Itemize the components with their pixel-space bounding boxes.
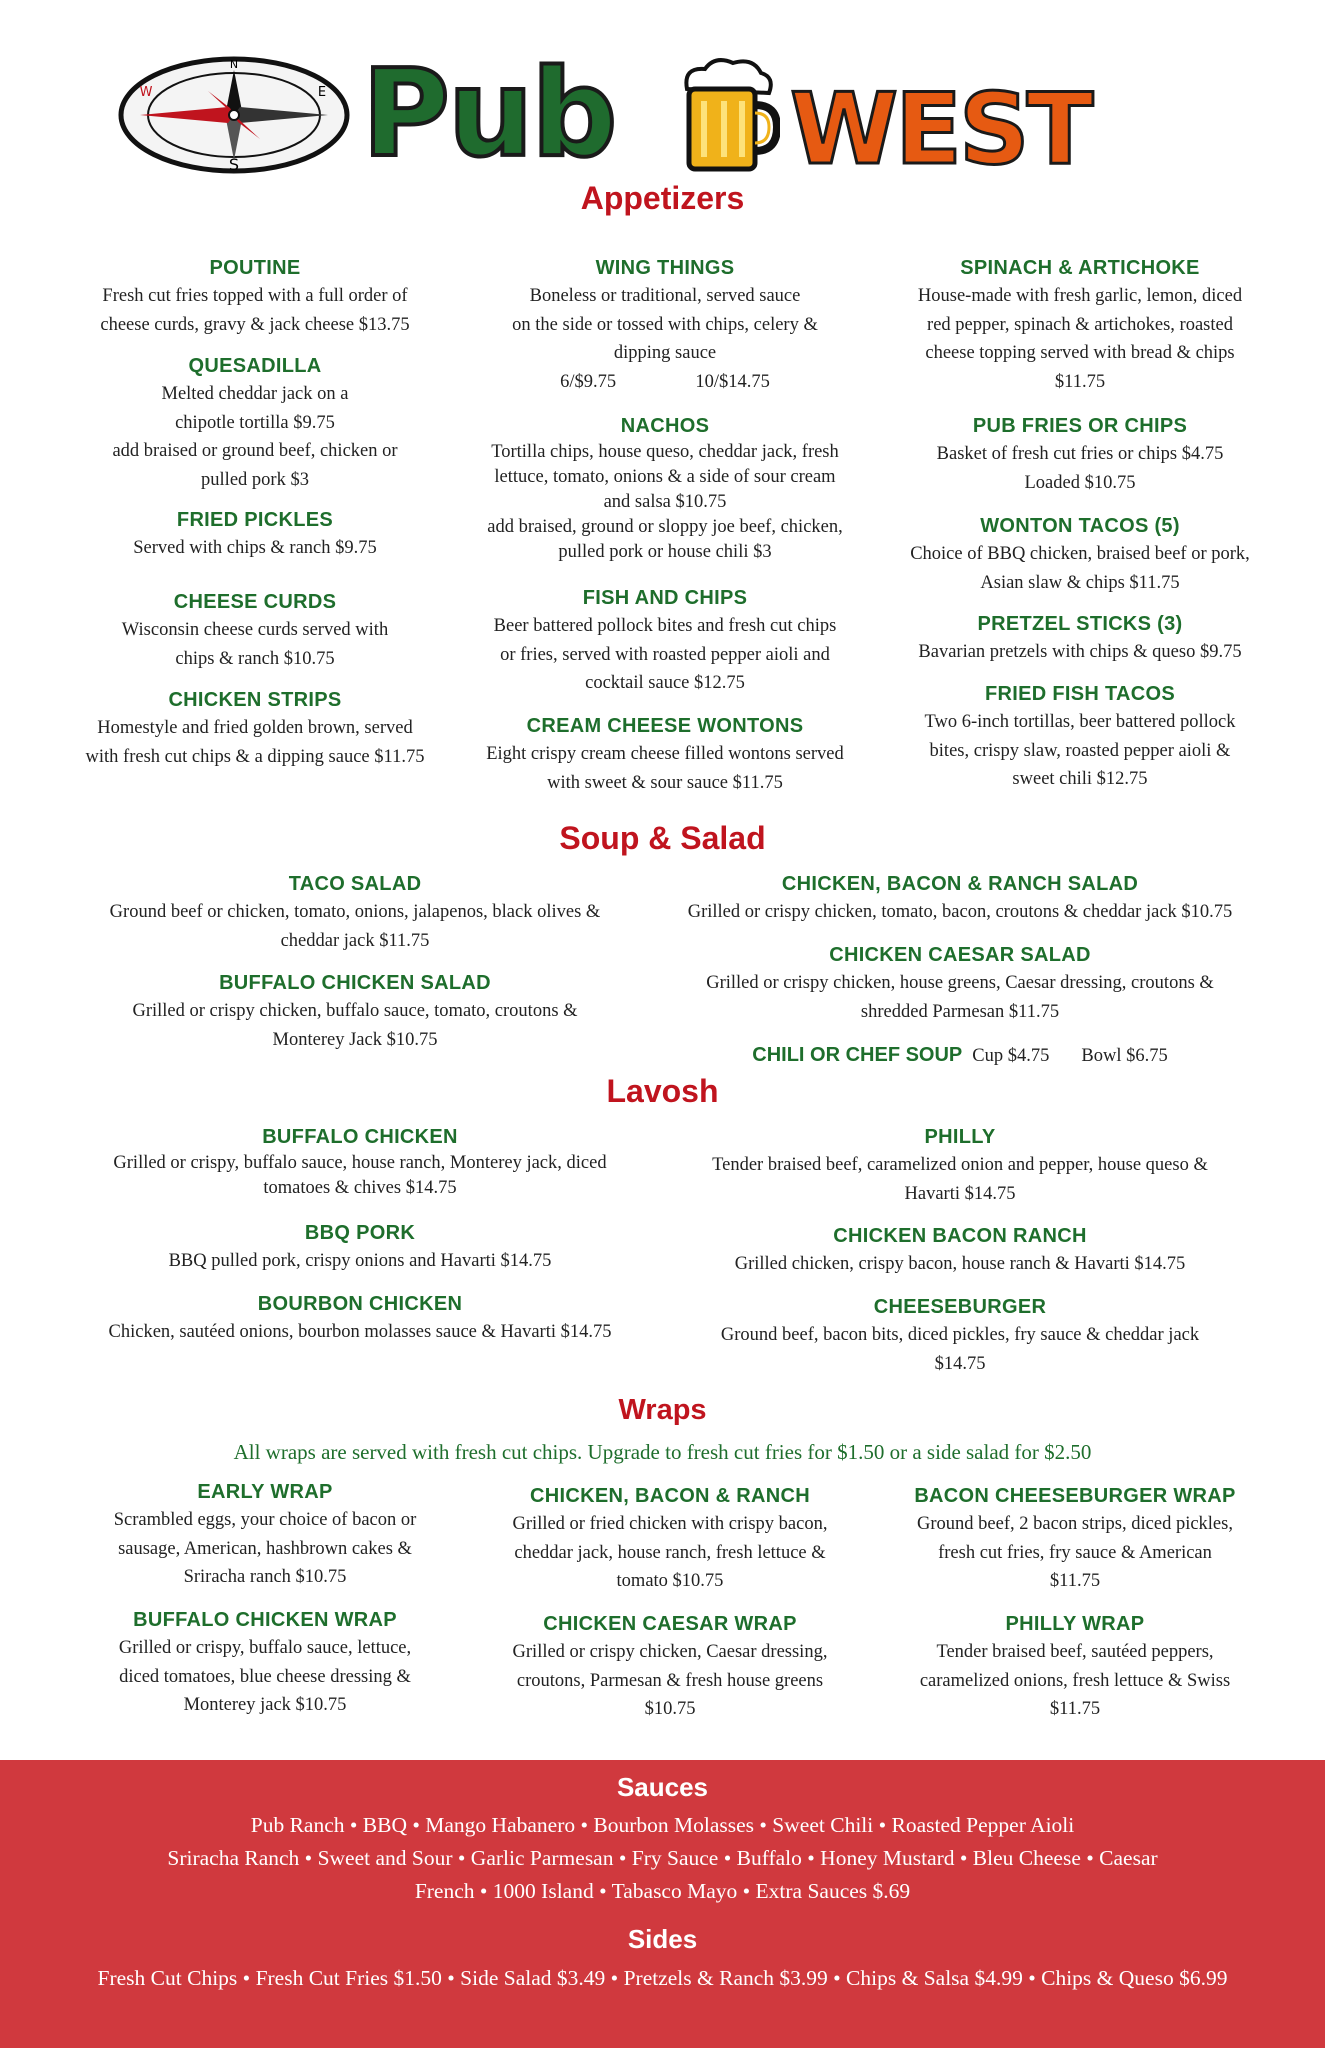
item-name: BUFFALO CHICKEN SALAD — [219, 972, 491, 994]
item-desc — [45, 714, 465, 771]
desc-line: pulled pork $3 — [201, 469, 309, 490]
menu-item — [60, 1290, 660, 1347]
sides-line: Fresh Cut Chips • Fresh Cut Fries $1.50 • Side Salad $3.49 • Pretzels & Ranch $3.99 • Chips & Salsa $4.99 • Chips & Queso $6.99 — [97, 1966, 1228, 1990]
menu-item — [60, 1219, 660, 1276]
desc-line: Two 6-inch tortillas, beer battered pollock — [924, 712, 1236, 732]
desc-line: Chicken, sautéed onions, bourbon molasses sauce & Havarti $14.75 — [108, 1322, 612, 1342]
item-name: WING THINGS — [595, 257, 735, 279]
item-name: BUFFALO CHICKEN WRAP — [133, 1609, 397, 1631]
menu-item — [450, 412, 880, 565]
item-name: EARLY WRAP — [197, 1481, 333, 1503]
item-name: PHILLY WRAP — [1005, 1613, 1145, 1635]
desc-line: tomatoes & chives $14.75 — [263, 1178, 457, 1198]
desc-line: Grilled or fried chicken with crispy bacon, — [512, 1514, 828, 1534]
desc-line: Eight crispy cream cheese filled wontons served — [486, 744, 844, 764]
item-name: POUTINE — [209, 257, 301, 279]
item-name: CHICKEN, BACON & RANCH — [530, 1485, 810, 1507]
item-desc — [870, 1638, 1280, 1724]
wraps-title: Wraps — [618, 1394, 707, 1426]
desc-line: tomato $10.75 — [616, 1571, 724, 1591]
desc-line: add braised, ground or sloppy joe beef, chicken, — [487, 517, 843, 537]
desc-line: $10.75 — [644, 1699, 696, 1719]
desc-line: diced tomatoes, blue cheese dressing & — [119, 1666, 411, 1687]
desc-line: Served with chips & ranch $9.75 — [133, 538, 377, 558]
desc-line: Beer battered pollock bites and fresh cut chips — [493, 616, 837, 636]
item-desc — [455, 740, 875, 797]
item-desc — [70, 997, 640, 1054]
menu-item — [45, 686, 465, 771]
soup-salad-title: Soup & Salad — [559, 820, 766, 856]
desc-line: Havarti $14.75 — [904, 1183, 1016, 1204]
sauces-line: Pub Ranch • BBQ • Mango Habanero • Bourbon Molasses • Sweet Chili • Roasted Pepper Aioli — [250, 1813, 1075, 1837]
item-name: CHICKEN BACON RANCH — [833, 1225, 1087, 1247]
item-desc — [650, 898, 1270, 927]
price-6: 6/$9.75 — [560, 371, 617, 392]
item-name: CHEESEBURGER — [873, 1296, 1047, 1318]
item-desc — [60, 1247, 660, 1276]
desc-line: bites, crispy slaw, roasted pepper aioli & — [929, 740, 1231, 761]
menu-item — [70, 870, 640, 955]
item-name: PHILLY — [924, 1126, 996, 1148]
soup-bowl-price: Bowl $6.75 — [1081, 1046, 1168, 1066]
desc-line: caramelized onions, fresh lettuce & Swiss — [919, 1670, 1231, 1691]
item-name: BBQ PORK — [304, 1222, 416, 1244]
item-name: BOURBON CHICKEN — [257, 1293, 463, 1315]
item-name: NACHOS — [620, 415, 710, 437]
desc-line: red pepper, spinach & artichokes, roasted — [927, 314, 1233, 335]
desc-line: Ground beef, bacon bits, diced pickles, fry sauce & cheddar jack — [720, 1325, 1200, 1345]
item-desc — [60, 1506, 470, 1592]
desc-line: on the side or tossed with chips, celery & — [512, 314, 818, 335]
desc-line: Wisconsin cheese curds served with — [121, 620, 389, 640]
item-desc — [55, 282, 455, 339]
desc-line: add braised or ground beef, chicken or — [112, 441, 398, 461]
item-name: BUFFALO CHICKEN — [262, 1126, 458, 1148]
item-name: CHICKEN CAESAR WRAP — [543, 1613, 797, 1635]
desc-line: Boneless or traditional, served sauce — [529, 286, 801, 306]
item-desc — [660, 1151, 1260, 1208]
compass-s: S — [228, 155, 240, 174]
desc-line: Grilled or crispy, buffalo sauce, house ranch, Monterey jack, diced — [113, 1153, 607, 1173]
item-name: CHICKEN, BACON & RANCH SALAD — [781, 873, 1139, 895]
desc-line: BBQ pulled pork, crispy onions and Havarti $14.75 — [168, 1251, 552, 1271]
desc-line: Grilled chicken, crispy bacon, house ranch & Havarti $14.75 — [734, 1254, 1186, 1274]
compass-w: W — [139, 85, 153, 100]
desc-line: Asian slaw & chips $11.75 — [980, 572, 1180, 593]
item-desc — [60, 1318, 660, 1347]
menu-item — [870, 1610, 1280, 1724]
desc-line: dipping sauce — [613, 343, 717, 363]
item-desc — [55, 616, 455, 673]
desc-line: fresh cut fries, fry sauce & American — [938, 1542, 1212, 1563]
item-desc — [465, 1510, 875, 1596]
desc-line: $14.75 — [934, 1353, 986, 1374]
desc-line: Sriracha ranch $10.75 — [183, 1567, 347, 1587]
item-name: CHICKEN STRIPS — [168, 689, 342, 711]
menu-item — [55, 352, 455, 494]
item-name: FRIED PICKLES — [176, 509, 334, 531]
desc-line: croutons, Parmesan & fresh house greens — [516, 1670, 824, 1691]
wraps-note: All wraps are served with fresh cut chips. Upgrade to fresh cut fries for $1.50 or a side salad for $2.50 — [233, 1440, 1092, 1464]
item-desc — [55, 534, 455, 563]
desc-line: Tender braised beef, sautéed peppers, — [936, 1642, 1214, 1662]
desc-line: Monterey Jack $10.75 — [272, 1029, 438, 1050]
item-desc — [875, 708, 1285, 794]
item-desc — [660, 1250, 1260, 1279]
price-options — [460, 368, 870, 397]
item-name: CHICKEN CAESAR SALAD — [829, 944, 1091, 966]
menu-item — [870, 1482, 1280, 1596]
sides-title: Sides — [627, 1924, 698, 1954]
sauces-title: Sauces — [616, 1772, 709, 1802]
item-desc — [465, 1638, 875, 1724]
menu-item — [875, 610, 1285, 667]
desc-line: Basket of fresh cut fries or chips $4.75 — [936, 444, 1224, 464]
item-name: PRETZEL STICKS (3) — [977, 613, 1183, 635]
brand-west: WEST — [790, 73, 1091, 187]
item-name: FRIED FISH TACOS — [985, 683, 1175, 705]
price-10: 10/$14.75 — [695, 371, 770, 392]
desc-line: Choice of BBQ chicken, braised beef or pork, — [910, 544, 1250, 564]
menu-item — [60, 1606, 470, 1720]
item-name: CHILI OR CHEF SOUP — [752, 1044, 963, 1066]
desc-line: shredded Parmesan $11.75 — [860, 1001, 1060, 1022]
desc-line: cheese topping served with bread & chips — [925, 343, 1235, 363]
desc-line: House-made with fresh garlic, lemon, diced — [917, 286, 1243, 306]
desc-line: $11.75 — [1049, 1571, 1101, 1591]
sauces-line: Sriracha Ranch • Sweet and Sour • Garlic Parmesan • Fry Sauce • Buffalo • Honey Mustard • Bleu Cheese • Caesar — [167, 1846, 1158, 1870]
item-desc — [55, 380, 455, 494]
sauces-sides-panel — [0, 1760, 1325, 2048]
desc-line: Tender braised beef, caramelized onion and pepper, house queso & — [712, 1155, 1208, 1175]
desc-line: Fresh cut fries topped with a full order of — [102, 286, 408, 306]
menu-item — [70, 969, 640, 1054]
menu-item — [875, 680, 1285, 794]
desc-line: pulled pork or house chili $3 — [558, 542, 772, 562]
desc-line: Grilled or crispy chicken, buffalo sauce, tomato, croutons & — [132, 1001, 578, 1021]
item-name: CREAM CHEESE WONTONS — [526, 715, 804, 737]
menu-item — [875, 412, 1285, 497]
desc-line: and salsa $10.75 — [603, 492, 727, 512]
desc-line: $11.75 — [1049, 1699, 1101, 1719]
desc-line: Melted cheddar jack on a — [161, 384, 349, 404]
menu-item — [660, 1123, 1260, 1208]
menu-item — [660, 1222, 1260, 1279]
item-desc — [875, 282, 1285, 396]
item-name: CHEESE CURDS — [173, 591, 337, 613]
beer-mug-icon — [675, 55, 780, 175]
desc-line: Bavarian pretzels with chips & queso $9.75 — [918, 642, 1242, 662]
desc-line: Scrambled eggs, your choice of bacon or — [113, 1510, 417, 1530]
desc-line: Ground beef, 2 bacon strips, diced pickles, — [917, 1514, 1233, 1534]
item-name: SPINACH & ARTICHOKE — [960, 257, 1200, 279]
item-desc — [875, 440, 1285, 497]
desc-line: lettuce, tomato, onions & a side of sour cream — [494, 467, 836, 487]
item-desc — [875, 540, 1285, 597]
menu-item — [60, 1123, 660, 1201]
menu-item — [55, 506, 455, 563]
item-name: QUESADILLA — [188, 355, 322, 377]
menu-item — [55, 588, 455, 673]
compass-logo — [118, 56, 350, 174]
desc-line: Tortilla chips, house queso, cheddar jack, fresh — [491, 442, 839, 462]
item-name: FISH AND CHIPS — [582, 587, 748, 609]
menu-item — [650, 941, 1270, 1026]
soup-cup-price: Cup $4.75 — [972, 1046, 1050, 1066]
desc-line: cheese curds, gravy & jack cheese $13.75 — [100, 314, 410, 335]
lavosh-title: Lavosh — [606, 1073, 719, 1109]
desc-line: or fries, served with roasted pepper aioli and — [500, 644, 830, 665]
sauces-line: French • 1000 Island • Tabasco Mayo • Extra Sauces $.69 — [414, 1879, 911, 1903]
item-name: BACON CHEESEBURGER WRAP — [914, 1485, 1236, 1507]
menu-item — [465, 1610, 875, 1724]
menu-item — [55, 254, 455, 339]
item-desc — [870, 1510, 1280, 1596]
menu-item — [875, 254, 1285, 396]
appetizers-title: Appetizers — [580, 180, 745, 216]
item-desc — [875, 638, 1285, 667]
item-name: TACO SALAD — [288, 873, 422, 895]
item-desc — [460, 612, 870, 698]
desc-line: Homestyle and fried golden brown, served — [97, 718, 413, 738]
desc-line: Loaded $10.75 — [1024, 472, 1136, 493]
soup-item — [650, 1040, 1270, 1072]
desc-line: cheddar jack $11.75 — [280, 930, 430, 951]
desc-line: sausage, American, hashbrown cakes & — [118, 1538, 412, 1559]
item-name: PUB FRIES OR CHIPS — [972, 415, 1188, 437]
desc-line: Grilled or crispy chicken, tomato, bacon, croutons & cheddar jack $10.75 — [687, 902, 1233, 922]
item-desc — [60, 1151, 660, 1201]
item-desc — [60, 1634, 470, 1720]
desc-line: Ground beef or chicken, tomato, onions, jalapenos, black olives & — [109, 902, 601, 922]
item-desc — [660, 1321, 1260, 1378]
menu-item — [460, 584, 870, 698]
desc-line: Grilled or crispy chicken, Caesar dressing, — [512, 1642, 828, 1662]
item-desc — [460, 282, 870, 396]
desc-line: cheddar jack, house ranch, fresh lettuce & — [514, 1542, 826, 1563]
menu-item — [60, 1478, 470, 1592]
menu-item — [875, 512, 1285, 597]
desc-line: chipotle tortilla $9.75 — [175, 412, 335, 433]
menu-item — [460, 254, 870, 396]
item-desc — [70, 898, 640, 955]
menu-item — [660, 1293, 1260, 1378]
menu-item — [465, 1482, 875, 1596]
desc-line: $11.75 — [1054, 371, 1106, 392]
brand-pub: Pub — [362, 45, 616, 184]
compass-e: E — [317, 85, 327, 100]
desc-line: with fresh cut chips & a dipping sauce $11.75 — [85, 746, 425, 767]
desc-line: Grilled or crispy chicken, house greens, Caesar dressing, croutons & — [706, 973, 1214, 993]
menu-item — [455, 712, 875, 797]
desc-line: Grilled or crispy, buffalo sauce, lettuce, — [118, 1638, 412, 1658]
item-desc — [650, 969, 1270, 1026]
item-name: WONTON TACOS (5) — [980, 515, 1180, 537]
item-desc — [450, 440, 880, 565]
desc-line: chips & ranch $10.75 — [175, 648, 335, 669]
desc-line: cocktail sauce $12.75 — [585, 673, 745, 693]
desc-line: sweet chili $12.75 — [1012, 769, 1148, 789]
compass-n: N — [229, 58, 239, 71]
desc-line: with sweet & sour sauce $11.75 — [547, 772, 783, 793]
desc-line: Monterey jack $10.75 — [183, 1695, 347, 1715]
menu-item — [650, 870, 1270, 927]
